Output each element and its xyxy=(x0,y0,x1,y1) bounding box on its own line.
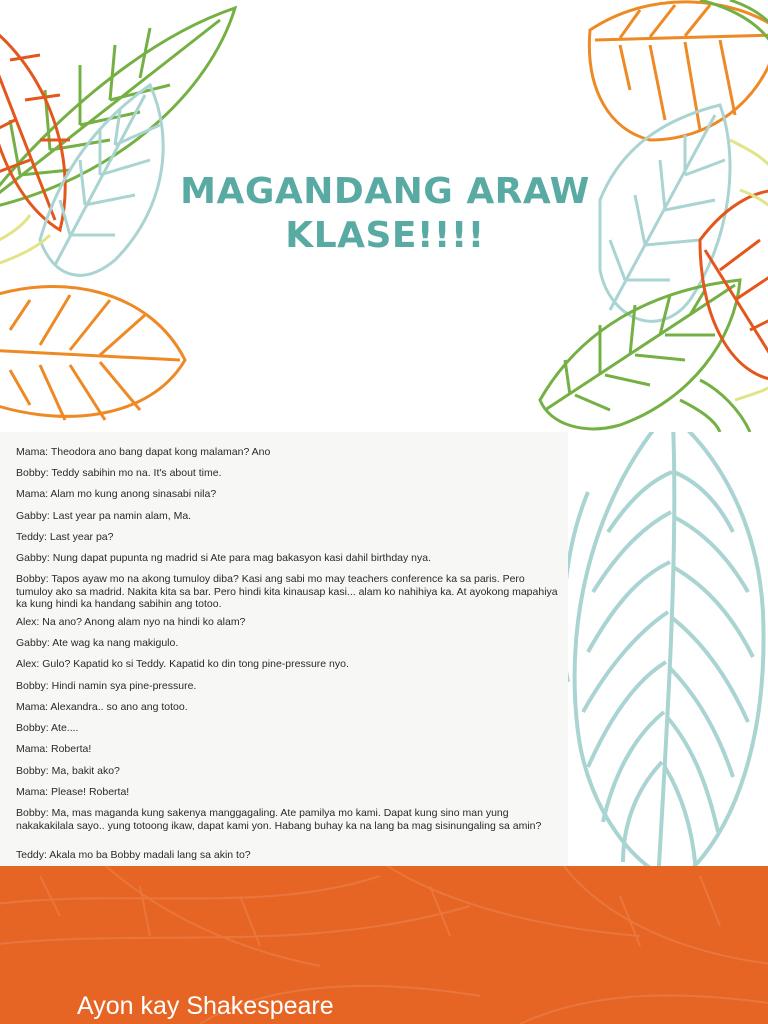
script-line: Gabby: Ate wag ka nang makigulo. xyxy=(16,637,179,649)
script-line: Mama: Theodora ano bang dapat kong malaman? Ano xyxy=(16,446,271,458)
script-line: Gabby: Last year pa namin alam, Ma. xyxy=(16,510,192,522)
page-title xyxy=(150,170,620,258)
title-line-1: MAGANDANG ARAW xyxy=(180,171,590,212)
script-line: Mama: Alam mo kung anong sinasabi nila? xyxy=(16,488,217,500)
script-line: Bobby: Ate.... xyxy=(16,722,79,734)
script-panel xyxy=(0,432,568,866)
script-line: Mama: Alexandra.. so ano ang totoo. xyxy=(16,701,188,713)
script-line: Mama: Please! Roberta! xyxy=(16,786,130,798)
footer-caption: Ayon kay Shakespeare xyxy=(77,992,334,1020)
leaf-decoration xyxy=(568,432,768,866)
title-slide xyxy=(0,0,768,432)
script-line: Bobby: Ma, bakit ako? xyxy=(16,765,120,777)
script-line: Gabby: Nung dapat pupunta ng madrid si Ate para mag bakasyon kasi dahil birthday nya. xyxy=(16,552,432,564)
script-line: Bobby: Tapos ayaw mo na akong tumuloy diba? Kasi ang sabi mo may teachers conference ka sa paris. Pero tumuloy ako sa madrid. Nakita kita sa bar. Pero hindi kita kinausap kasi... alam ko nahihiya ka. At ayokong mapahiya ka kung hindi ka handang sabihin ang totoo. xyxy=(16,573,558,610)
script-line: Bobby: Teddy sabihin mo na. It's about time. xyxy=(16,467,222,479)
footer-slide xyxy=(0,866,768,1024)
script-slide xyxy=(0,432,768,866)
script-line: Mama: Roberta! xyxy=(16,743,92,755)
script-line: Bobby: Hindi namin sya pine-pressure. xyxy=(16,680,197,692)
script-line: Teddy: Last year pa? xyxy=(16,531,114,543)
script-line: Teddy: Akala mo ba Bobby madali lang sa akin to? xyxy=(16,849,251,861)
script-line: Alex: Na ano? Anong alam nyo na hindi ko alam? xyxy=(16,616,246,628)
script-line: Alex: Gulo? Kapatid ko si Teddy. Kapatid ko din tong pine-pressure nyo. xyxy=(16,658,349,670)
script-line: Bobby: Ma, mas maganda kung sakenya manggagaling. Ate pamilya mo kami. Dapat kung sino man yung nakakakilala sayo.. yung totoong ikaw, dapat kami yon. Habang buhay ka na lang ba mag sisinungaling sa amin? xyxy=(16,807,542,832)
title-line-2: KLASE!!!! xyxy=(285,215,485,256)
